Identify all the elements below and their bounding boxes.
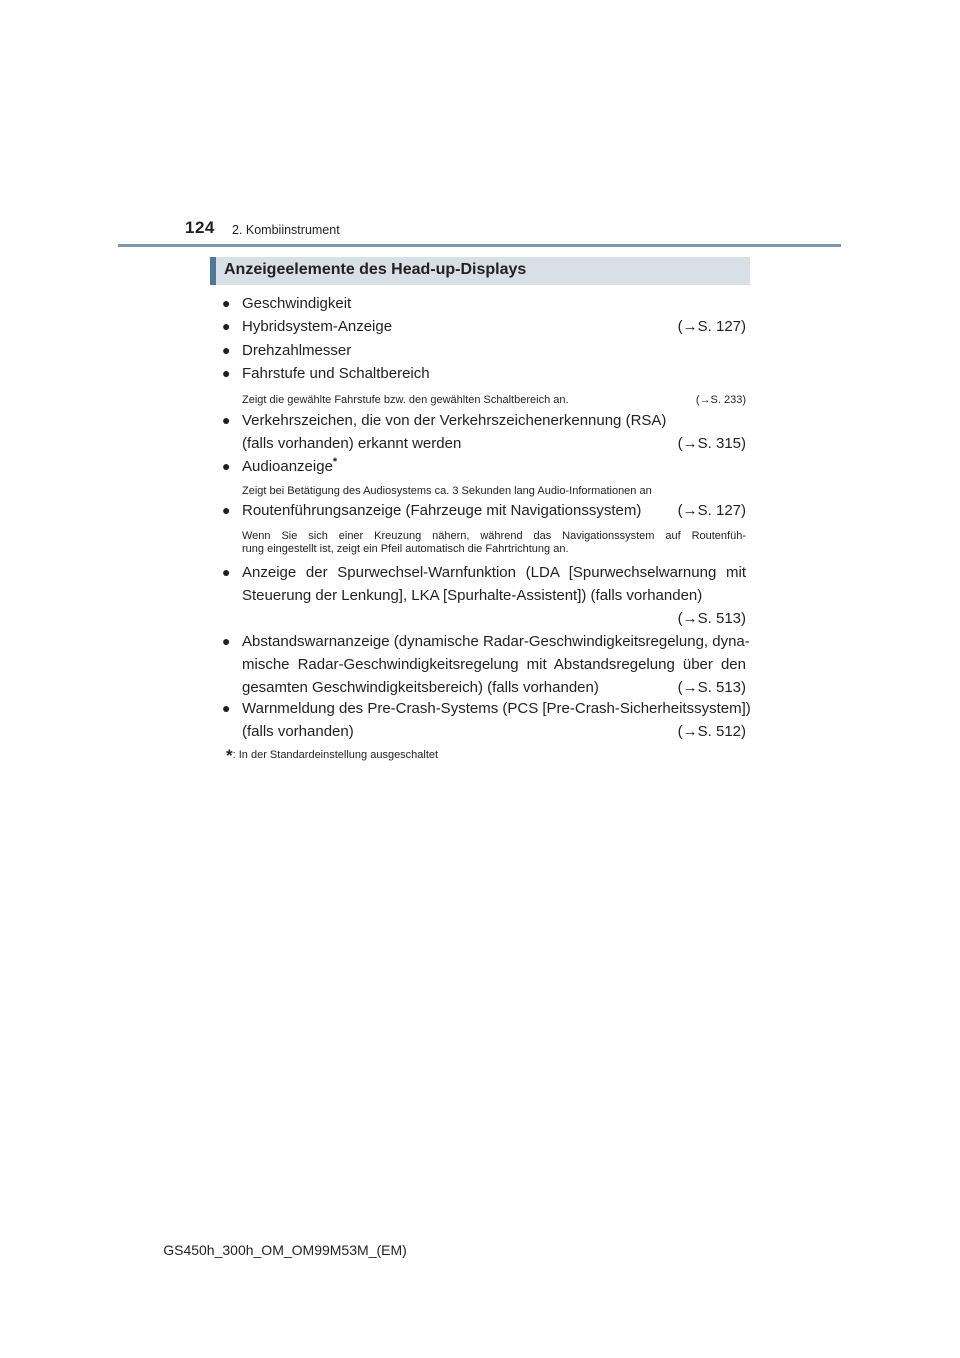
page-reference: (→S. 513) xyxy=(677,610,746,627)
list-item-tachometer xyxy=(222,339,746,362)
page-reference: (→S. 127) xyxy=(677,318,746,335)
item-text: Audioanzeige xyxy=(242,458,333,475)
note-text: Zeigt die gewählte Fahrstufe bzw. den gewählten Schaltbereich an. xyxy=(242,394,569,406)
item-text-line: Warnmeldung des Pre-Crash-Systems (PCS [Pre-Crash-Sicherheitssystem]) xyxy=(242,700,751,717)
note-text: Zeigt bei Betätigung des Audiosystems ca. 3 Sekunden lang Audio-Informationen an xyxy=(242,485,652,497)
list-item-hybrid-indicator xyxy=(222,315,746,338)
list-item-gear-range xyxy=(222,362,746,385)
page-reference: (→S. 513) xyxy=(677,679,746,696)
chapter-title: 2. Kombiinstrument xyxy=(232,223,340,237)
bullet-icon: ● xyxy=(222,564,231,580)
note-text-line: Wenn Sie sich einer Kreuzung nähern, während das Navigationssystem auf Routenfüh- xyxy=(242,530,746,542)
bullet-icon: ● xyxy=(222,633,231,649)
page-number: 124 xyxy=(185,218,215,237)
document-code: GS450h_300h_OM_OM99M53M_(EM) xyxy=(163,1242,407,1258)
bullet-icon: ● xyxy=(222,502,231,518)
footnote-text: : In der Standardeinstellung ausgeschaltet xyxy=(232,749,439,761)
page-reference: (→S. 127) xyxy=(677,502,746,519)
header-divider xyxy=(118,244,841,247)
bullet-icon: ● xyxy=(222,342,231,358)
item-text: Routenführungsanzeige (Fahrzeuge mit Navigationssystem) xyxy=(242,502,642,519)
item-text-line: gesamten Geschwindigkeitsbereich) (falls vorhanden) xyxy=(242,679,599,696)
section-accent xyxy=(210,257,216,285)
bullet-icon: ● xyxy=(222,295,231,311)
bullet-icon: ● xyxy=(222,458,231,474)
item-text: Hybridsystem-Anzeige xyxy=(242,318,393,335)
list-item-audio xyxy=(222,455,746,478)
item-text: Geschwindigkeit xyxy=(242,295,352,312)
page-reference: (→S. 315) xyxy=(677,435,746,452)
section-title-bar xyxy=(210,257,750,285)
section-title: Anzeigeelemente des Head-up-Displays xyxy=(224,261,527,278)
item-text-line: Verkehrszeichen, die von der Verkehrszeichenerkennung (RSA) xyxy=(242,412,667,429)
footnote xyxy=(226,746,438,766)
list-item-lane-departure xyxy=(222,561,746,630)
list-item-traffic-signs xyxy=(222,409,746,455)
bullet-icon: ● xyxy=(222,412,231,428)
list-item-distance-warning xyxy=(222,630,750,699)
page-reference: (→S. 233) xyxy=(695,394,746,406)
footnote-marker: * xyxy=(332,456,338,468)
item-text-line: (falls vorhanden) erkannt werden xyxy=(242,435,462,452)
bullet-icon: ● xyxy=(222,700,231,716)
list-item-speed xyxy=(222,292,746,315)
item-text-line: Anzeige der Spurwechsel-Warnfunktion (LDA [Spurwechselwarnung mit xyxy=(242,564,746,581)
item-text: Fahrstufe und Schaltbereich xyxy=(242,365,430,382)
list-item-pre-crash xyxy=(222,697,751,743)
item-text: Drehzahlmesser xyxy=(242,342,352,359)
item-note-audio xyxy=(242,485,746,498)
list-item-route-guidance xyxy=(222,499,746,522)
bullet-icon: ● xyxy=(222,365,231,381)
item-note-route-guidance xyxy=(242,530,746,556)
item-text-line: (falls vorhanden) xyxy=(242,723,354,740)
page-reference: (→S. 512) xyxy=(677,723,746,740)
footnote-star: * xyxy=(226,746,233,765)
item-note-gear-range xyxy=(242,394,746,407)
item-text-line: Abstandswarnanzeige (dynamische Radar-Geschwindigkeitsregelung, dyna- xyxy=(242,633,750,650)
note-text-line: rung eingestellt ist, zeigt ein Pfeil automatisch die Fahrtrichtung an. xyxy=(242,543,569,555)
item-text-line: mische Radar-Geschwindigkeitsregelung mit Abstandsregelung über den xyxy=(242,656,746,673)
item-text-line: Steuerung der Lenkung], LKA [Spurhalte-Assistent]) (falls vorhanden) xyxy=(242,587,703,604)
bullet-icon: ● xyxy=(222,318,231,334)
